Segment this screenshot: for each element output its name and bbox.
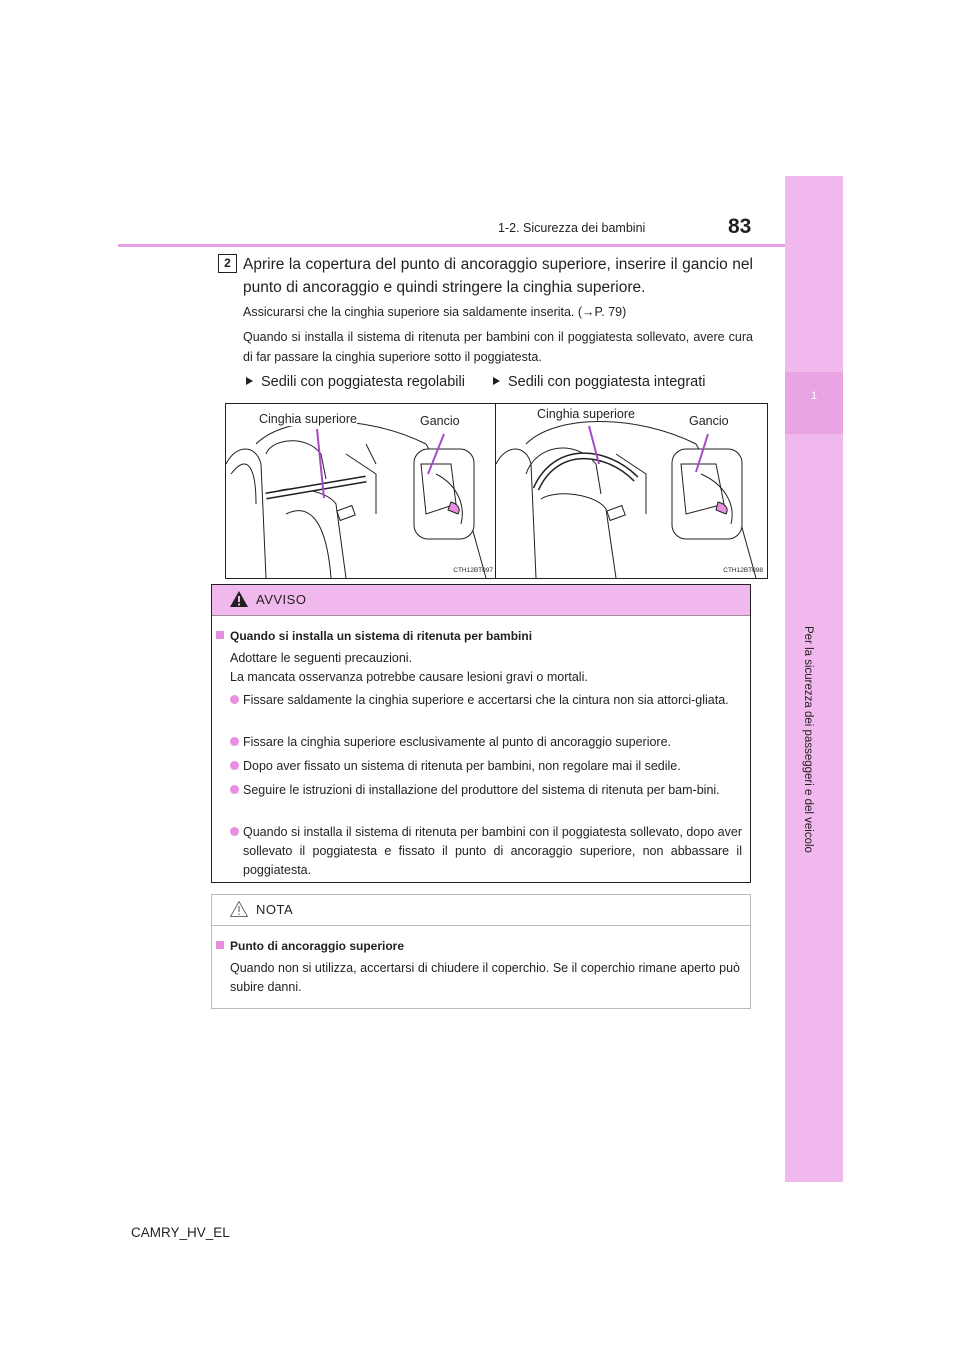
- circle-bullet-icon: [230, 695, 239, 704]
- warning-intro-2: La mancata osservanza potrebbe causare lesioni gravi o mortali.: [230, 670, 588, 684]
- figure-code: CTH12BT098: [723, 567, 763, 574]
- warning-triangle-icon: [230, 591, 248, 607]
- warning-box: [211, 584, 751, 883]
- warning-heading: Quando si installa un sistema di ritenuta per bambini: [216, 629, 532, 643]
- square-bullet-icon: [216, 941, 224, 949]
- section-title: 1-2. Sicurezza dei bambini: [498, 221, 646, 235]
- notice-heading: Punto di ancoraggio superiore: [216, 939, 404, 953]
- triangle-bullet-icon: [246, 377, 253, 385]
- circle-bullet-icon: [230, 761, 239, 770]
- notice-text: Quando non si utilizza, accertarsi di chiudere il coperchio. Se il coperchio rimane aperto può subire danni.: [230, 961, 740, 994]
- circle-bullet-icon: [230, 785, 239, 794]
- step-instruction: Aprire la copertura del punto di ancoraggio superiore, inserire il gancio nel punto di ancoraggio e quindi stringere la cinghia superiore.: [243, 256, 753, 296]
- chapter-title: Per la sicurezza dei passeggeri e del veicolo: [802, 626, 814, 853]
- label-hook: Gancio: [689, 414, 729, 428]
- figure-caption-adjustable: Sedili con poggiatesta regolabili: [246, 374, 465, 390]
- warning-bullet: Dopo aver fissato un sistema di ritenuta per bambini, non regolare mai il sedile.: [230, 757, 742, 776]
- warning-header: [212, 585, 750, 616]
- chapter-side-tab: [785, 176, 843, 1182]
- step-note-1: Assicurarsi che la cinghia superiore sia saldamente inserita. (→P. 79): [243, 305, 627, 319]
- seat-illustration: [496, 404, 767, 578]
- square-bullet-icon: [216, 631, 224, 639]
- warning-bullet: Fissare la cinghia superiore esclusivamente al punto di ancoraggio superiore.: [230, 733, 742, 752]
- label-top-strap: Cinghia superiore: [259, 412, 357, 426]
- label-hook: Gancio: [420, 414, 460, 428]
- warning-bullet: Fissare saldamente la cinghia superiore e accertarsi che la cintura non sia attorci-gliata.: [230, 691, 742, 710]
- seat-illustration: [226, 404, 497, 578]
- model-code: CAMRY_HV_EL: [131, 1225, 230, 1240]
- figure-code: CTH12BT097: [453, 567, 493, 574]
- triangle-bullet-icon: [493, 377, 500, 385]
- step-number: 2: [218, 254, 237, 273]
- figure-integrated-headrest: [495, 403, 768, 579]
- step-note-2: Quando si installa il sistema di ritenuta per bambini con il poggiatesta sollevato, avere cura di far passare la cinghia superiore sotto il poggiatesta.: [243, 330, 753, 364]
- chapter-number: 1: [810, 390, 818, 402]
- warning-bullet: Seguire le istruzioni di installazione del produttore del sistema di ritenuta per bam-bini.: [230, 781, 742, 800]
- chapter-title-vertical: [793, 626, 835, 946]
- header-rule: [118, 244, 785, 247]
- circle-bullet-icon: [230, 827, 239, 836]
- notice-title: NOTA: [256, 902, 294, 917]
- figure-adjustable-headrest: [225, 403, 498, 579]
- chapter-number-box: [785, 372, 843, 434]
- warning-title: AVVISO: [256, 592, 307, 607]
- notice-header: [212, 895, 750, 926]
- warning-bullet: Quando si installa il sistema di ritenuta per bambini con il poggiatesta sollevato, dopo aver sollevato il poggiatesta e fissato il punto di ancoraggio superiore, non abbassare il poggiatesta.: [230, 823, 742, 880]
- circle-bullet-icon: [230, 737, 239, 746]
- label-top-strap: Cinghia superiore: [537, 407, 635, 421]
- page-number: 83: [728, 215, 752, 238]
- caution-triangle-icon: [230, 901, 248, 917]
- figure-caption-integrated: Sedili con poggiatesta integrati: [493, 374, 706, 390]
- warning-intro-1: Adottare le seguenti precauzioni.: [230, 651, 413, 665]
- notice-box: [211, 894, 751, 1009]
